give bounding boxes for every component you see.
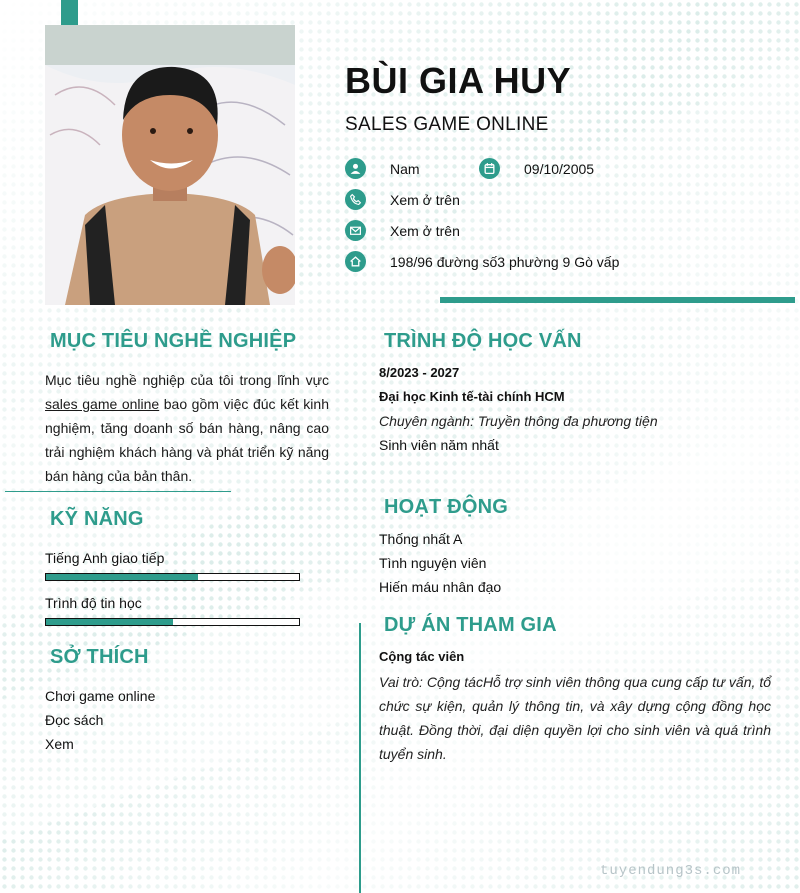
job-title: SALES GAME ONLINE — [345, 114, 549, 135]
projects-vertical-line — [359, 623, 361, 893]
objective-title: MỤC TIÊU NGHỀ NGHIỆP — [50, 330, 297, 352]
phone-value[interactable]: Xem ở trên — [390, 192, 460, 208]
objective-highlight: sales game online — [45, 396, 160, 412]
skills-title: KỸ NĂNG — [50, 508, 144, 530]
section-divider — [5, 491, 231, 492]
education-major: Chuyên ngành: Truyền thông đa phương tiện — [379, 413, 658, 429]
hobby-item: Đọc sách — [45, 712, 104, 728]
info-divider — [440, 297, 795, 303]
objective-text-end: bao gồm việc đúc kết kinh nghiệm, tăng doanh số bán hàng, nâng cao trải nghiệm khách hàng và phát triển kỹ năng bán hàng của bản thân. — [45, 396, 329, 484]
gender-value: Nam — [390, 161, 420, 177]
education-note: Sinh viên năm nhất — [379, 437, 499, 453]
objective-text — [45, 368, 329, 488]
hobby-item: Xem — [45, 736, 74, 752]
projects-title: DỰ ÁN THAM GIA — [384, 614, 557, 636]
objective-text-start: Mục tiêu nghề nghiệp của tôi trong lĩnh vực — [45, 372, 329, 388]
project-description: Vai trò: Cộng tácHỗ trợ sinh viên thông qua cung cấp tư vấn, tổ chức sự kiện, quản lý thông tin, và xây dựng cộng đồng học thuật. Đồng thời, đại diện quyền lợi cho sinh viên và quá trình tuyển sinh. — [379, 674, 771, 762]
calendar-icon — [479, 158, 500, 179]
education-school: Đại học Kinh tế-tài chính HCM — [379, 389, 565, 404]
candidate-name: BÙI GIA HUY — [345, 60, 572, 101]
skill-name: Trình độ tin học — [45, 595, 142, 611]
education-period: 8/2023 - 2027 — [379, 365, 460, 380]
home-icon — [345, 251, 366, 272]
activity-item: Hiến máu nhân đạo — [379, 579, 502, 595]
mail-icon — [345, 220, 366, 241]
hobby-item: Chơi game online — [45, 688, 156, 704]
skill-bar-fill — [46, 619, 173, 625]
profile-photo — [45, 25, 295, 305]
phone-icon — [345, 189, 366, 210]
birthday-value: 09/10/2005 — [524, 161, 595, 177]
skill-bar — [45, 573, 300, 581]
address-value: 198/96 đường số3 phường 9 Gò vấp — [390, 254, 620, 270]
education-title: TRÌNH ĐỘ HỌC VẤN — [384, 330, 582, 352]
skill-name: Tiếng Anh giao tiếp — [45, 550, 165, 566]
user-icon — [345, 158, 366, 179]
activities-title: HOẠT ĐỘNG — [384, 496, 509, 518]
skill-bar-fill — [46, 574, 198, 580]
skill-bar — [45, 618, 300, 626]
activity-item: Tình nguyện viên — [379, 555, 487, 571]
project-role: Cộng tác viên — [379, 649, 465, 664]
activity-item: Thống nhất A — [379, 531, 463, 547]
watermark: tuyendung3s.com — [600, 863, 742, 879]
hobbies-title: SỞ THÍCH — [50, 646, 149, 668]
email-value[interactable]: Xem ở trên — [390, 223, 460, 239]
